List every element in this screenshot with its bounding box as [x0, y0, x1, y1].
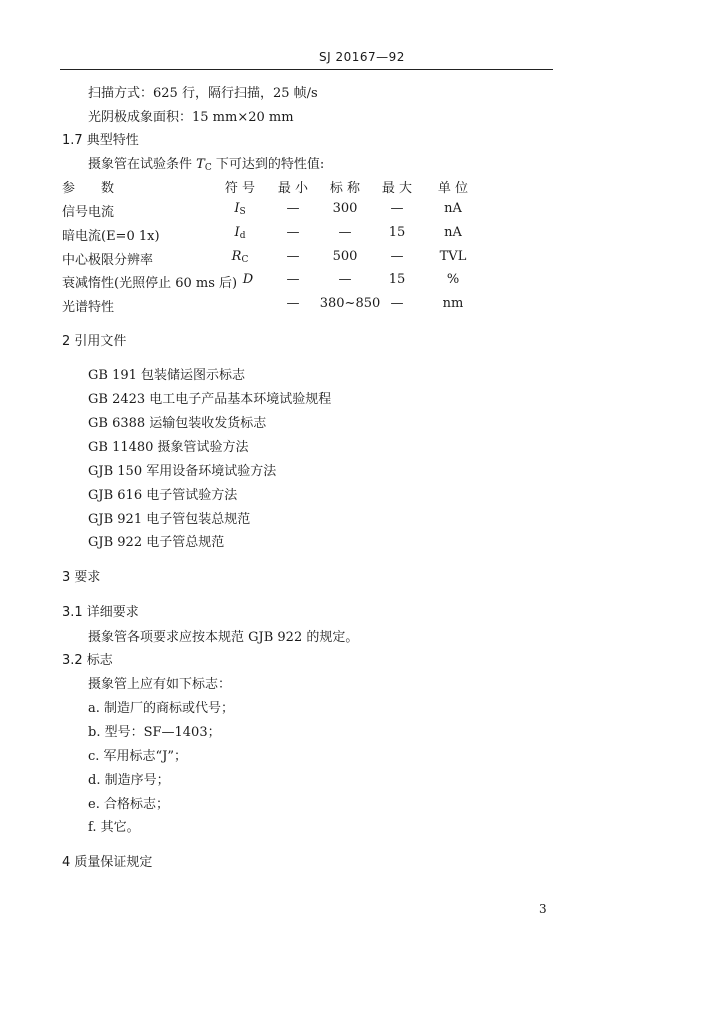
symbol-main: I: [234, 201, 240, 216]
table-row-min: —: [286, 201, 300, 216]
section-3-1-text: 摄象管各项要求应按本规范 GJB 922 的规定。: [88, 630, 359, 645]
col-header-nominal: 标 称: [329, 181, 361, 196]
symbol-main: R: [231, 249, 242, 264]
table-row-param: 中心极限分辨率: [62, 253, 154, 268]
table-row-nominal: —: [338, 272, 352, 287]
reference-item: GJB 921 电子管包装总规范: [88, 512, 251, 527]
table-row-max: —: [390, 201, 404, 216]
reference-item: GJB 150 军用设备环境试验方法: [88, 464, 277, 479]
reference-item: GB 6388 运输包装收发货标志: [88, 416, 267, 431]
table-row-min: —: [286, 249, 300, 264]
table-row-unit: TVL: [439, 249, 467, 264]
table-row-min: —: [286, 272, 300, 287]
marking-item: b. 型号：SF—1403；: [88, 725, 221, 740]
table-row-max: —: [390, 249, 404, 264]
reference-item: GB 191 包装储运图示标志: [88, 368, 246, 383]
tc-subscript: C: [204, 163, 212, 173]
section-1-7-heading: 1.7 典型特性: [62, 133, 139, 148]
symbol-main: D: [242, 272, 254, 287]
photocathode-area-line: 光阴极成象面积：15 mm×20 mm: [88, 110, 294, 125]
table-row-max: 15: [388, 272, 406, 287]
section-3-heading: 3 要求: [62, 570, 101, 585]
page-number: 3: [539, 902, 547, 916]
table-row-symbol: [223, 272, 273, 287]
col-header-min: 最 小: [277, 181, 309, 196]
table-row-symbol: [215, 225, 265, 241]
symbol-subscript: S: [239, 207, 246, 217]
header-rule: [60, 69, 553, 70]
section-3-2-heading: 3.2 标志: [62, 653, 113, 668]
table-row-unit: nm: [442, 296, 464, 311]
table-row-max: —: [390, 296, 404, 311]
table-row-nominal: 500: [332, 249, 358, 264]
marking-item: f. 其它。: [88, 820, 140, 835]
typical-intro-tail: 下可达到的特性值:: [211, 157, 325, 172]
col-header-symbol: 符 号: [224, 181, 256, 196]
table-row-symbol: [215, 201, 265, 217]
table-row-unit: %: [446, 272, 460, 287]
symbol-subscript: C: [241, 255, 249, 265]
tc-symbol: T: [196, 157, 205, 172]
table-row-param: 光谱特性: [62, 300, 115, 315]
typical-intro-lead: 摄象管在试验条件: [88, 157, 197, 172]
symbol-main: I: [234, 225, 240, 240]
col-header-unit: 单 位: [437, 181, 469, 196]
table-row-nominal: 380~850: [319, 296, 381, 311]
col-header-max: 最 大: [381, 181, 413, 196]
marking-item: d. 制造序号；: [88, 773, 170, 788]
section-3-1-heading: 3.1 详细要求: [62, 605, 139, 620]
typical-intro: [88, 153, 324, 173]
marking-item: a. 制造厂的商标或代号；: [88, 701, 235, 716]
table-row-nominal: 300: [332, 201, 358, 216]
scan-method-line: 扫描方式：625 行，隔行扫描，25 帧/s: [88, 86, 318, 101]
section-4-heading: 4 质量保证规定: [62, 855, 153, 870]
symbol-subscript: d: [239, 231, 246, 241]
section-3-2-text: 摄象管上应有如下标志：: [88, 677, 232, 692]
table-row-unit: nA: [444, 201, 462, 216]
table-row-max: 15: [388, 225, 406, 240]
table-row-nominal: —: [338, 225, 352, 240]
table-row-unit: nA: [444, 225, 462, 240]
reference-item: GB 11480 摄象管试验方法: [88, 440, 249, 455]
marking-item: e. 合格标志；: [88, 797, 169, 812]
table-row-min: —: [286, 296, 300, 311]
section-2-heading: 2 引用文件: [62, 334, 127, 349]
reference-item: GB 2423 电工电子产品基本环境试验规程: [88, 392, 332, 407]
reference-item: GJB 922 电子管总规范: [88, 535, 225, 550]
reference-item: GJB 616 电子管试验方法: [88, 488, 238, 503]
table-row-param: 信号电流: [62, 205, 115, 220]
table-row-min: —: [286, 225, 300, 240]
col-header-param: 参 数: [62, 181, 115, 196]
document-code: SJ 20167—92: [319, 50, 405, 64]
table-row-param: 衰减惰性(光照停止 60 ms 后): [62, 276, 238, 291]
table-row-symbol: [215, 249, 265, 265]
marking-item: c. 军用标志“J”；: [88, 749, 188, 764]
table-row-param: 暗电流(E=0 1x): [62, 229, 160, 244]
